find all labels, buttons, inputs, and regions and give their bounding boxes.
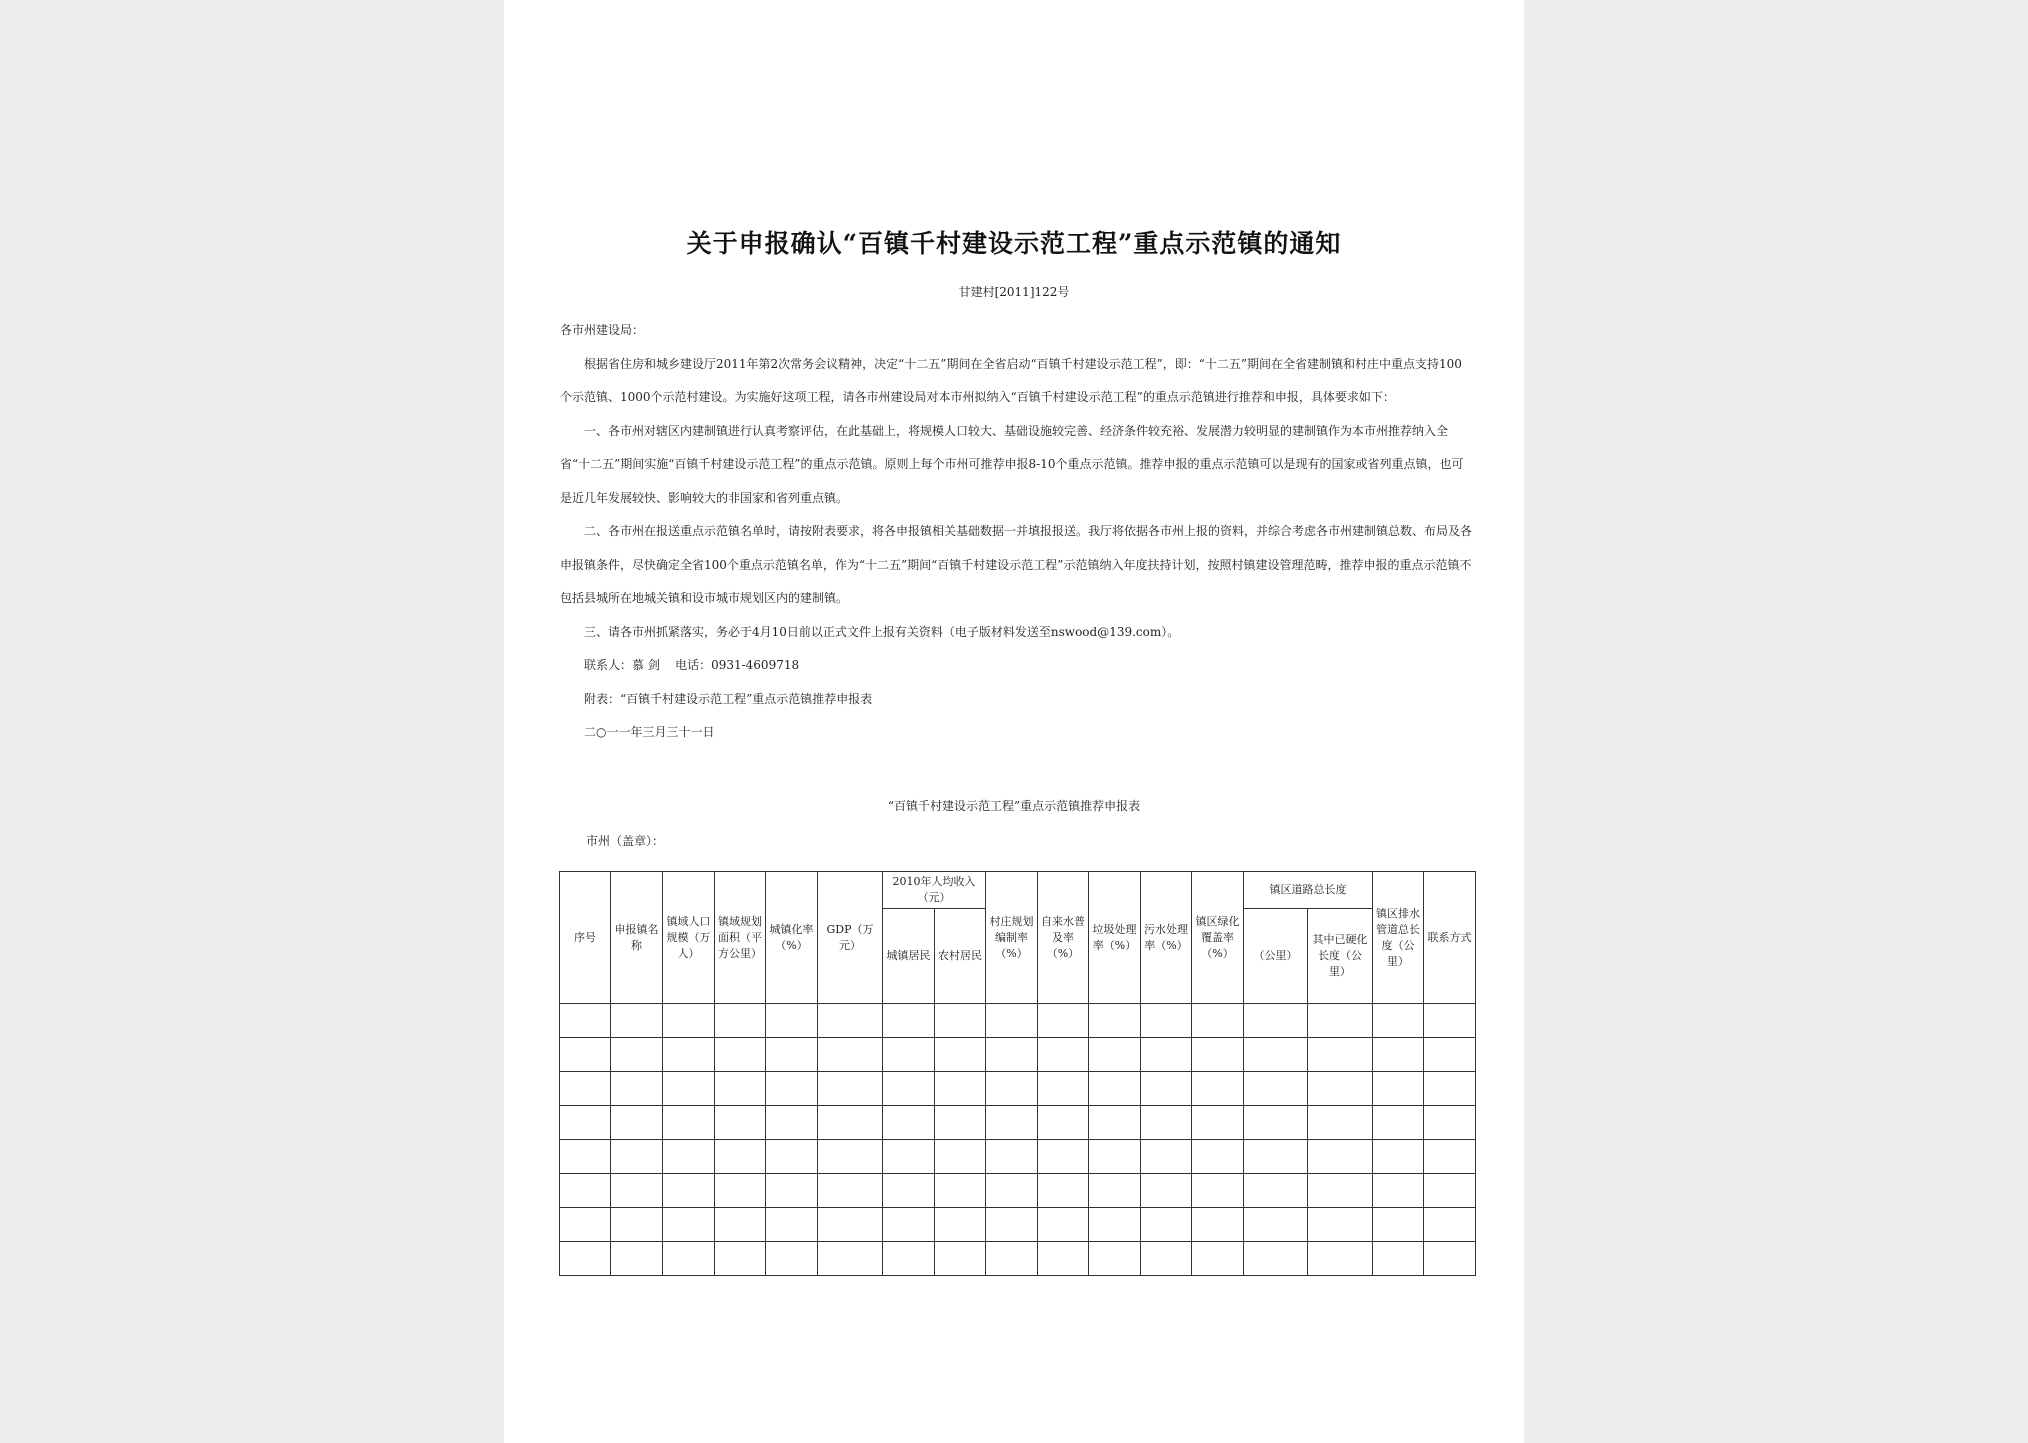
form-entry-cell	[1192, 1208, 1244, 1242]
form-entry-cell	[1373, 1242, 1424, 1276]
form-entry-cell	[1244, 1004, 1308, 1038]
form-entry-cell	[1141, 1174, 1192, 1208]
form-entry-cell	[1192, 1106, 1244, 1140]
form-entry-cell	[1424, 1004, 1476, 1038]
form-entry-cell	[1089, 1140, 1141, 1174]
form-entry-cell	[1038, 1208, 1089, 1242]
header-town-name: 申报镇名称	[611, 872, 663, 1004]
form-entry-cell	[715, 1038, 766, 1072]
form-entry-cell	[611, 1106, 663, 1140]
form-entry-cell	[935, 1106, 986, 1140]
form-entry-cell	[715, 1072, 766, 1106]
form-entry-cell	[663, 1140, 715, 1174]
form-entry-cell	[560, 1174, 611, 1208]
form-entry-cell	[1141, 1140, 1192, 1174]
form-entry-cell	[766, 1174, 818, 1208]
form-entry-row	[560, 1140, 1476, 1174]
document-page	[504, 0, 1524, 1443]
header-plan-area: 镇域规划面积（平方公里）	[715, 872, 766, 1004]
form-entry-cell	[611, 1004, 663, 1038]
form-entry-cell	[818, 1242, 883, 1276]
form-entry-cell	[986, 1106, 1038, 1140]
form-entry-row	[560, 1038, 1476, 1072]
form-entry-cell	[1424, 1140, 1476, 1174]
header-road-hardened: 其中已硬化长度（公里）	[1308, 909, 1373, 1004]
form-entry-cell	[1373, 1004, 1424, 1038]
form-entry-cell	[1089, 1038, 1141, 1072]
form-entry-cell	[818, 1038, 883, 1072]
form-entry-cell	[1308, 1038, 1373, 1072]
form-entry-cell	[1244, 1208, 1308, 1242]
form-entry-cell	[935, 1004, 986, 1038]
header-road-total: （公里）	[1244, 909, 1308, 1004]
form-entry-cell	[1038, 1072, 1089, 1106]
form-entry-cell	[1308, 1106, 1373, 1140]
paragraph-1: 一、各市州对辖区内建制镇进行认真考察评估，在此基础上，将规模人口较大、基础设施较完善、经济条件较充裕、发展潜力较明显的建制镇作为本市州推荐纳入全省“十二五”期间实施“百镇千村建设示范工程”的重点示范镇。原则上每个市州可推荐申报8-10个重点示范镇。推荐申报的重点示范镇可以是现有的国家或省列重点镇，也可是近几年发展较快、影响较大的非国家和省列重点镇。	[560, 423, 1464, 505]
form-entry-cell	[560, 1242, 611, 1276]
form-entry-cell	[715, 1208, 766, 1242]
form-entry-cell	[1244, 1038, 1308, 1072]
form-entry-cell	[611, 1208, 663, 1242]
form-entry-cell	[986, 1140, 1038, 1174]
form-entry-cell	[1244, 1242, 1308, 1276]
paragraph-3: 三、请各市州抓紧落实，务必于4月10日前以正式文件上报有关资料（电子版材料发送至nswood@139.com）。	[584, 624, 1180, 639]
header-seq: 序号	[560, 872, 611, 1004]
form-entry-cell	[766, 1140, 818, 1174]
form-entry-cell	[935, 1072, 986, 1106]
form-entry-cell	[560, 1106, 611, 1140]
form-entry-cell	[1244, 1140, 1308, 1174]
header-income-rural: 农村居民	[935, 909, 986, 1004]
attachment-line: 附表：“百镇千村建设示范工程”重点示范镇推荐申报表	[584, 691, 873, 706]
form-entry-cell	[986, 1038, 1038, 1072]
form-entry-row	[560, 1072, 1476, 1106]
form-entry-cell	[818, 1004, 883, 1038]
form-entry-cell	[766, 1208, 818, 1242]
form-entry-cell	[1308, 1208, 1373, 1242]
form-entry-cell	[715, 1004, 766, 1038]
form-entry-cell	[1141, 1038, 1192, 1072]
form-entry-cell	[818, 1174, 883, 1208]
form-entry-cell	[883, 1106, 935, 1140]
form-entry-cell	[560, 1038, 611, 1072]
document-body	[560, 314, 1472, 750]
form-entry-cell	[1089, 1174, 1141, 1208]
header-garbage: 垃圾处理率（%）	[1089, 872, 1141, 1004]
form-entry-cell	[935, 1242, 986, 1276]
form-entry-cell	[715, 1242, 766, 1276]
form-entry-cell	[1192, 1004, 1244, 1038]
form-entry-cell	[1089, 1004, 1141, 1038]
header-income-group: 2010年人均收入（元）	[883, 872, 986, 909]
form-entry-cell	[986, 1174, 1038, 1208]
form-entry-cell	[560, 1140, 611, 1174]
form-entry-cell	[1141, 1072, 1192, 1106]
header-population: 镇域人口规模（万人）	[663, 872, 715, 1004]
form-entry-cell	[1424, 1174, 1476, 1208]
form-entry-cell	[1141, 1106, 1192, 1140]
form-entry-cell	[1089, 1072, 1141, 1106]
form-entry-cell	[663, 1072, 715, 1106]
form-entry-cell	[663, 1208, 715, 1242]
form-entry-cell	[611, 1140, 663, 1174]
form-entry-cell	[663, 1242, 715, 1276]
form-title: “百镇千村建设示范工程”重点示范镇推荐申报表	[887, 799, 1141, 813]
form-entry-cell	[663, 1038, 715, 1072]
form-entry-cell	[1089, 1208, 1141, 1242]
form-entry-cell	[1141, 1208, 1192, 1242]
form-entry-cell	[1192, 1038, 1244, 1072]
form-entry-cell	[1308, 1242, 1373, 1276]
form-entry-cell	[1424, 1242, 1476, 1276]
header-road-group: 镇区道路总长度	[1244, 872, 1373, 909]
form-entry-cell	[611, 1072, 663, 1106]
form-entry-cell	[1038, 1242, 1089, 1276]
form-entry-cell	[1424, 1106, 1476, 1140]
form-entry-cell	[1308, 1072, 1373, 1106]
form-entry-cell	[883, 1038, 935, 1072]
header-contact: 联系方式	[1424, 872, 1476, 1004]
form-entry-cell	[818, 1072, 883, 1106]
header-sewage: 污水处理率（%）	[1141, 872, 1192, 1004]
form-entry-cell	[818, 1106, 883, 1140]
form-entry-cell	[883, 1208, 935, 1242]
form-entry-cell	[560, 1004, 611, 1038]
form-entry-cell	[986, 1242, 1038, 1276]
form-entry-cell	[935, 1174, 986, 1208]
form-entry-cell	[1424, 1038, 1476, 1072]
form-entry-cell	[935, 1038, 986, 1072]
form-entry-cell	[1373, 1174, 1424, 1208]
form-entry-cell	[1089, 1106, 1141, 1140]
form-entry-row	[560, 1242, 1476, 1276]
form-entry-cell	[1424, 1072, 1476, 1106]
header-water: 自来水普及率（%）	[1038, 872, 1089, 1004]
document-title: 关于申报确认“百镇千村建设示范工程”重点示范镇的通知	[686, 229, 1342, 258]
form-entry-cell	[766, 1038, 818, 1072]
form-entry-cell	[1038, 1004, 1089, 1038]
form-entry-cell	[766, 1004, 818, 1038]
form-entry-cell	[715, 1106, 766, 1140]
form-entry-cell	[766, 1106, 818, 1140]
form-entry-cell	[1308, 1174, 1373, 1208]
form-entry-cell	[818, 1208, 883, 1242]
form-entry-cell	[935, 1208, 986, 1242]
header-urbanization: 城镇化率（%）	[766, 872, 818, 1004]
application-form-table	[559, 871, 1476, 1276]
form-entry-cell	[1192, 1140, 1244, 1174]
form-entry-cell	[715, 1140, 766, 1174]
form-entry-cell	[818, 1140, 883, 1174]
form-entry-cell	[883, 1072, 935, 1106]
paragraph-intro: 根据省住房和城乡建设厅2011年第2次常务会议精神，决定“十二五”期间在全省启动“百镇千村建设示范工程”，即：“十二五”期间在全省建制镇和村庄中重点支持100个示范镇、1000个示范村建设。为实施好这项工程，请各市州建设局对本市州拟纳入“百镇千村建设示范工程”的重点示范镇进行推荐和申报，具体要求如下：	[560, 356, 1462, 404]
form-entry-cell	[1089, 1242, 1141, 1276]
form-entry-cell	[1373, 1106, 1424, 1140]
city-stamp-label: 市州（盖章）：	[586, 834, 665, 848]
form-entry-cell	[1244, 1174, 1308, 1208]
form-entry-cell	[663, 1174, 715, 1208]
form-entry-cell	[560, 1208, 611, 1242]
header-gdp: GDP（万元）	[818, 872, 883, 1004]
form-entry-cell	[663, 1004, 715, 1038]
form-entry-cell	[1038, 1174, 1089, 1208]
form-entry-cell	[611, 1038, 663, 1072]
form-entry-cell	[1192, 1242, 1244, 1276]
form-entry-row	[560, 1208, 1476, 1242]
header-green: 镇区绿化覆盖率（%）	[1192, 872, 1244, 1004]
form-entry-cell	[1038, 1038, 1089, 1072]
form-entry-cell	[1192, 1174, 1244, 1208]
form-entry-cell	[1424, 1208, 1476, 1242]
form-empty-rows	[560, 1004, 1476, 1276]
form-entry-cell	[560, 1072, 611, 1106]
header-drainage: 镇区排水管道总长度（公里）	[1373, 872, 1424, 1004]
form-entry-cell	[1038, 1140, 1089, 1174]
form-entry-cell	[663, 1106, 715, 1140]
form-entry-cell	[1373, 1072, 1424, 1106]
form-entry-cell	[1373, 1140, 1424, 1174]
salutation: 各市州建设局：	[560, 323, 645, 337]
header-village-plan: 村庄规划编制率（%）	[986, 872, 1038, 1004]
form-entry-cell	[611, 1242, 663, 1276]
form-header-row-1	[560, 872, 1476, 909]
form-entry-cell	[986, 1004, 1038, 1038]
form-entry-cell	[1308, 1140, 1373, 1174]
form-entry-cell	[883, 1140, 935, 1174]
form-entry-cell	[1373, 1208, 1424, 1242]
form-entry-cell	[986, 1072, 1038, 1106]
form-entry-cell	[1308, 1004, 1373, 1038]
form-entry-cell	[715, 1174, 766, 1208]
header-income-urban: 城镇居民	[883, 909, 935, 1004]
form-entry-cell	[883, 1174, 935, 1208]
form-entry-cell	[1141, 1004, 1192, 1038]
document-date: 二○一一年三月三十一日	[584, 725, 715, 739]
form-entry-cell	[611, 1174, 663, 1208]
form-entry-row	[560, 1106, 1476, 1140]
form-entry-cell	[1192, 1072, 1244, 1106]
form-entry-cell	[766, 1242, 818, 1276]
form-entry-cell	[883, 1242, 935, 1276]
form-entry-cell	[935, 1140, 986, 1174]
form-entry-cell	[1244, 1106, 1308, 1140]
form-entry-cell	[883, 1004, 935, 1038]
form-entry-cell	[1373, 1038, 1424, 1072]
form-entry-cell	[986, 1208, 1038, 1242]
form-entry-cell	[766, 1072, 818, 1106]
document-number: 甘建村[2011]122号	[958, 285, 1070, 299]
form-entry-row	[560, 1174, 1476, 1208]
form-entry-row	[560, 1004, 1476, 1038]
contact-line: 联系人：慕 剑 电话：0931-4609718	[584, 658, 800, 672]
form-entry-cell	[1244, 1072, 1308, 1106]
form-entry-cell	[1141, 1242, 1192, 1276]
paragraph-2: 二、各市州在报送重点示范镇名单时，请按附表要求，将各申报镇相关基础数据一并填报报送。我厅将依据各市州上报的资料，并综合考虑各市州建制镇总数、布局及各申报镇条件，尽快确定全省100个重点示范镇名单，作为“十二五”期间“百镇千村建设示范工程”示范镇纳入年度扶持计划，按照村镇建设管理范畴，推荐申报的重点示范镇不包括县城所在地城关镇和设市城市规划区内的建制镇。	[560, 524, 1473, 605]
form-entry-cell	[1038, 1106, 1089, 1140]
